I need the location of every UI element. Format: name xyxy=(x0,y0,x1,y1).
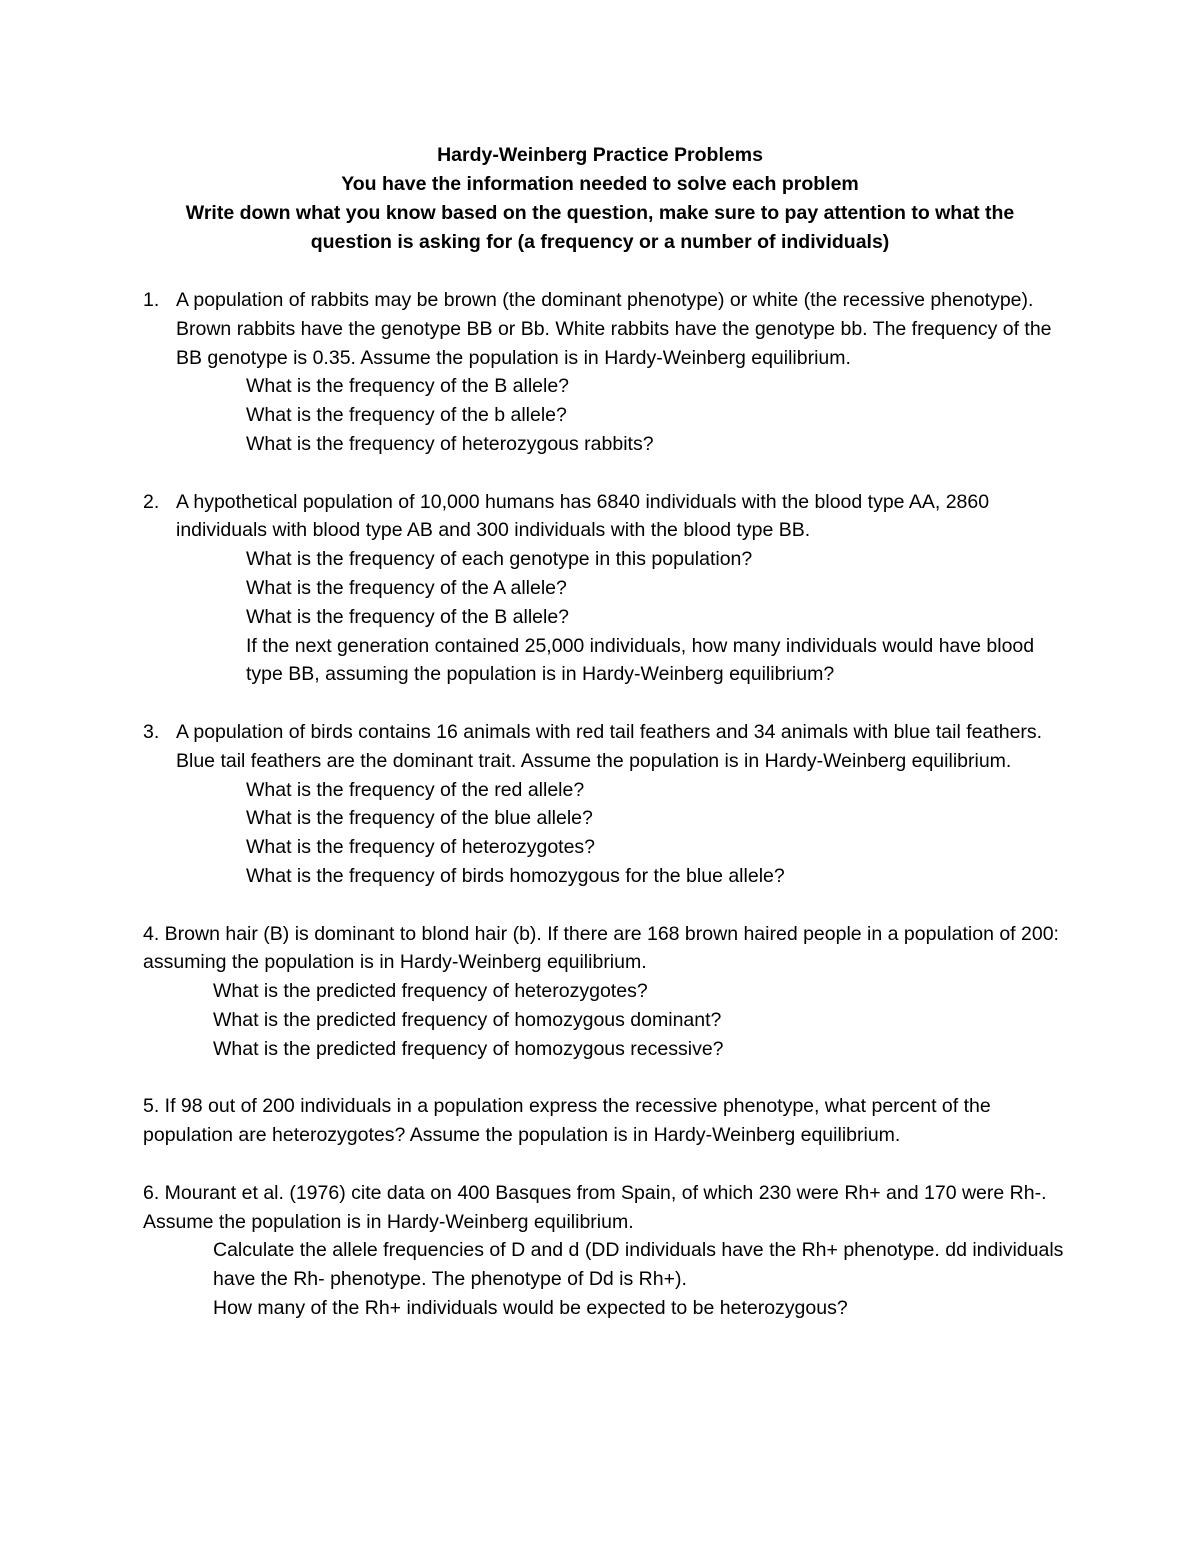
problem-text: A population of birds contains 16 animals with red tail feathers and 34 animals with blue tail feathers. Blue tail feathers are the dominant trait. Assume the population is in Hardy-Weinberg equilibrium. xyxy=(176,720,1043,772)
problem-2 xyxy=(143,488,1073,690)
question: What is the frequency of heterozygous rabbits? xyxy=(246,432,654,455)
problem-number: 1. xyxy=(143,289,160,311)
question: How many of the Rh+ individuals would be expected to be heterozygous? xyxy=(213,1296,848,1319)
document-subtitle: You have the information needed to solve each problem xyxy=(341,173,859,195)
question: What is the frequency of the blue allele? xyxy=(246,807,593,830)
question: What is the frequency of birds homozygous for the blue allele? xyxy=(246,864,785,887)
question: What is the frequency of each genotype in this population? xyxy=(246,548,753,571)
question: What is the frequency of the B allele? xyxy=(246,375,570,398)
instruction-line-2: question is asking for (a frequency or a number of individuals) xyxy=(310,231,890,253)
question: What is the frequency of heterozygotes? xyxy=(246,836,596,859)
question: What is the predicted frequency of homozygous recessive? xyxy=(213,1037,724,1060)
instruction-line-1: Write down what you know based on the question, make sure to pay attention to what the xyxy=(185,202,1015,224)
problem-number: 3. xyxy=(143,720,160,743)
problem-text: A population of rabbits may be brown (the dominant phenotype) or white (the recessive phenotype). Brown rabbits have the genotype BB or Bb. White rabbits have the genotype bb. The frequency of the BB genotype is 0.35. Assume the population is in Hardy-Weinberg equilibrium. xyxy=(176,289,1052,369)
question: What is the frequency of the A allele? xyxy=(246,576,567,599)
question: Calculate the allele frequencies of D and d (DD individuals have the Rh+ phenotype. dd individuals have the Rh- phenotype. The phenotype of Dd is Rh+). xyxy=(213,1239,1064,1291)
problem-3 xyxy=(143,718,1073,891)
problem-text: 6. Mourant et al. (1976) cite data on 400 Basques from Spain, of which 230 were Rh+ and 170 were Rh-. Assume the population is in Hardy-Weinberg equilibrium. xyxy=(143,1181,1047,1233)
problem-list xyxy=(143,286,1073,1351)
problem-number: 2. xyxy=(143,490,160,513)
document-title: Hardy-Weinberg Practice Problems xyxy=(437,144,763,166)
question: What is the frequency of the b allele? xyxy=(246,404,567,427)
problem-6 xyxy=(143,1179,1073,1323)
document-header xyxy=(140,141,1060,257)
problem-text: 5. If 98 out of 200 individuals in a population express the recessive phenotype, what percent of the population are heterozygotes? Assume the population is in Hardy-Weinberg equilibrium. xyxy=(143,1095,991,1147)
problem-text: 4. Brown hair (B) is dominant to blond hair (b). If there are 168 brown haired people in a population of 200: assuming the population is in Hardy-Weinberg equilibrium. xyxy=(143,922,1059,974)
question: What is the predicted frequency of homozygous dominant? xyxy=(213,1008,722,1031)
question: If the next generation contained 25,000 individuals, how many individuals would have blood type BB, assuming the population is in Hardy-Weinberg equilibrium? xyxy=(246,634,1035,686)
question: What is the predicted frequency of heterozygotes? xyxy=(213,980,648,1003)
problem-text: A hypothetical population of 10,000 humans has 6840 individuals with the blood type AA, 2860 individuals with blood type AB and 300 individuals with the blood type BB. xyxy=(176,490,990,542)
problem-5 xyxy=(143,1092,1073,1150)
question: What is the frequency of the B allele? xyxy=(246,605,570,628)
problem-4 xyxy=(143,920,1073,1064)
question: What is the frequency of the red allele? xyxy=(246,778,585,801)
problem-1 xyxy=(143,286,1073,459)
